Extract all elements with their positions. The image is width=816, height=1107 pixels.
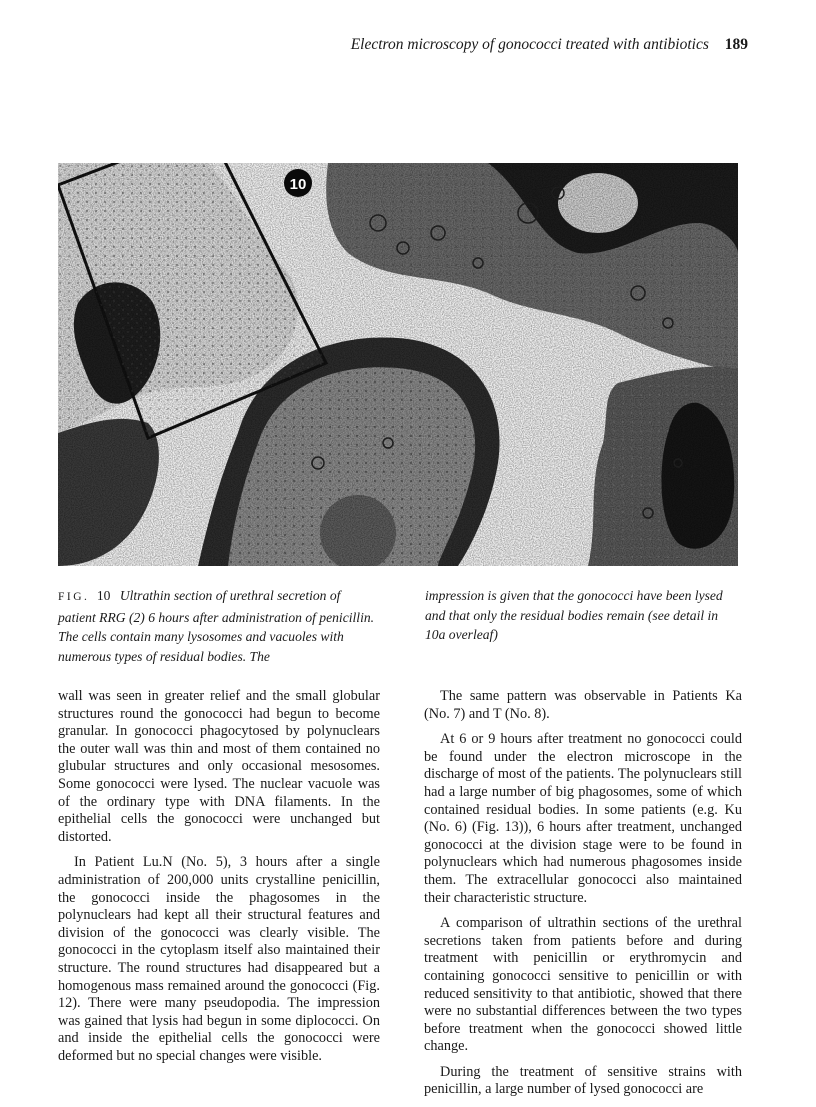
paragraph: wall was seen in greater relief and the small globular structures round the gonococci had begun to become granular. In gonococci phagocytosed by polynuclears the outer wall was thin and most of them contained no glubular structures and only occasional mesosomes. Some gonococci were lysed. The nuclear vacuole was of the ordinary type with DNA filaments. In the epithelial cells the gonococci were unchanged but distorted. (58, 688, 380, 845)
paragraph: During the treatment of sensitive strains with penicillin, a large number of lysed gonococci are (424, 1063, 742, 1098)
figure-caption-right (425, 586, 740, 645)
running-head (351, 36, 748, 54)
micrograph-image (58, 163, 738, 566)
paragraph: At 6 or 9 hours after treatment no gonococci could be found under the electron microscope in the discharge of most of the patients. The polynuclears still had a large number of big phagosomes, some of which contained residual bodies. In some patients (e.g. Ku (No. 6) (Fig. 13)), 6 hours after treatment, unchanged gonococci at the division stage were to be found in polynuclears which had numerous phagosomes inside them. The extracellular gonococci also maintained their characteristic structure. (424, 731, 742, 906)
caption-figure-number: 10 (96, 588, 111, 603)
figure-10-micrograph (58, 163, 738, 566)
paragraph: In Patient Lu.N (No. 5), 3 hours after a single administration of 200,000 units crystalline penicillin, the gonococci inside the phagosomes in the polynuclears had kept all their structural features and division of the gonococci was clearly visible. The gonococci in the cytoplasm itself also maintained their structure. The round structures had disappeared but a homogenous mass remained around the gonococci (Fig. 12). There were many pseudopodia. The impression was gained that lysis had begun in some diplococci. On and inside the epithelial cells the gonococci were deformed but no special changes were visible. (58, 854, 380, 1064)
caption-label: FIG. (58, 591, 90, 603)
caption-text-left: Ultrathin section of urethral secretion of patient RRG (2) 6 hours after administration of penicillin. The cells contain many lysosomes and vacuoles with numerous types of residual bodies. The (58, 588, 375, 664)
caption-text-right: impression is given that the gonococci have been lysed and that only the residual bodies remain (see detail in 10a overleaf) (425, 588, 723, 642)
figure-number-badge: 10 (289, 176, 307, 193)
body-column-left (58, 688, 380, 1073)
page-number: 189 (724, 36, 748, 53)
paragraph: The same pattern was observable in Patients Ka (No. 7) and T (No. 8). (424, 688, 742, 722)
running-title: Electron microscopy of gonococci treated with antibiotics (350, 36, 709, 53)
figure-caption-left (58, 586, 378, 666)
body-column-right (424, 688, 742, 1107)
paragraph: A comparison of ultrathin sections of the urethral secretions taken from patients before and during treatment with penicillin or erythromycin and containing gonococci sensitive to penicillin or with reduced sensitivity to that antibiotic, showed that there were no substantial differences between the two types before treatment when the gonococci showed little change. (424, 915, 742, 1055)
